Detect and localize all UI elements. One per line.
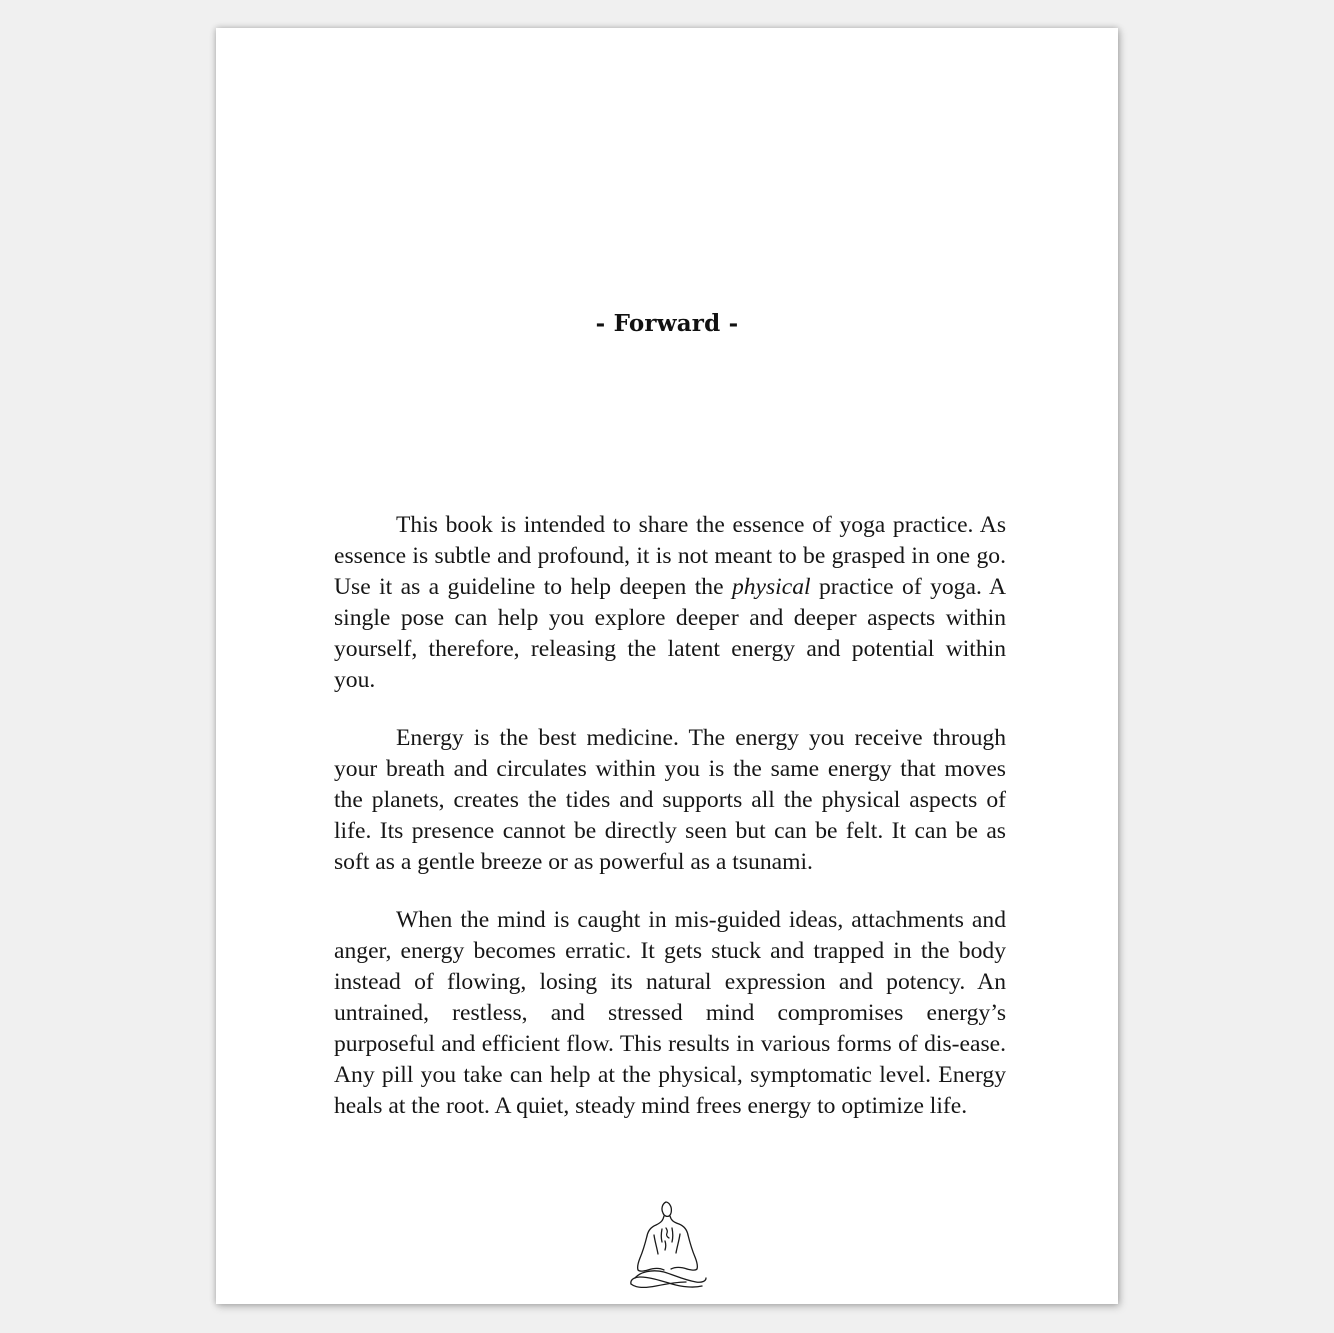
book-page (216, 28, 1118, 1304)
paragraph-1-start: This book is intended to share the essence of yoga practice. As essence is subtle and profound, it is not meant to be grasped in one go. Use it as a guideline to help deepen the (334, 512, 1006, 600)
paragraph-1-emphasis: physical (731, 574, 811, 600)
meditating-figure-icon (626, 1198, 710, 1294)
paragraph-1-end: practice of yoga. A single pose can help you explore deeper and deeper aspects within yourself, therefore, releasing the latent energy and potential within you. (334, 574, 1006, 693)
paragraph-3: When the mind is caught in mis-guided ideas, attachments and anger, energy becomes erratic. It gets stuck and trapped in the body instead of flowing, losing its natural expression and potency. An untrained, restless, and stressed mind compromises energy’s purposeful and efficient flow. This results in various forms of dis-ease. Any pill you take can help at the physical, symptomatic level. Energy heals at the root. A quiet, steady mind frees energy to optimize life. (334, 907, 1006, 1119)
body-text (334, 510, 1006, 1149)
paragraph-2: Energy is the best medicine. The energy you receive through your breath and circulates within you is the same energy that moves the planets, creates the tides and supports all the physical aspects of life. Its presence cannot be directly seen but can be felt. It can be as soft as a gentle breeze or as powerful as a tsunami. (334, 725, 1006, 875)
paragraph-1 (334, 510, 1006, 696)
page-title: - Forward - (595, 310, 739, 337)
